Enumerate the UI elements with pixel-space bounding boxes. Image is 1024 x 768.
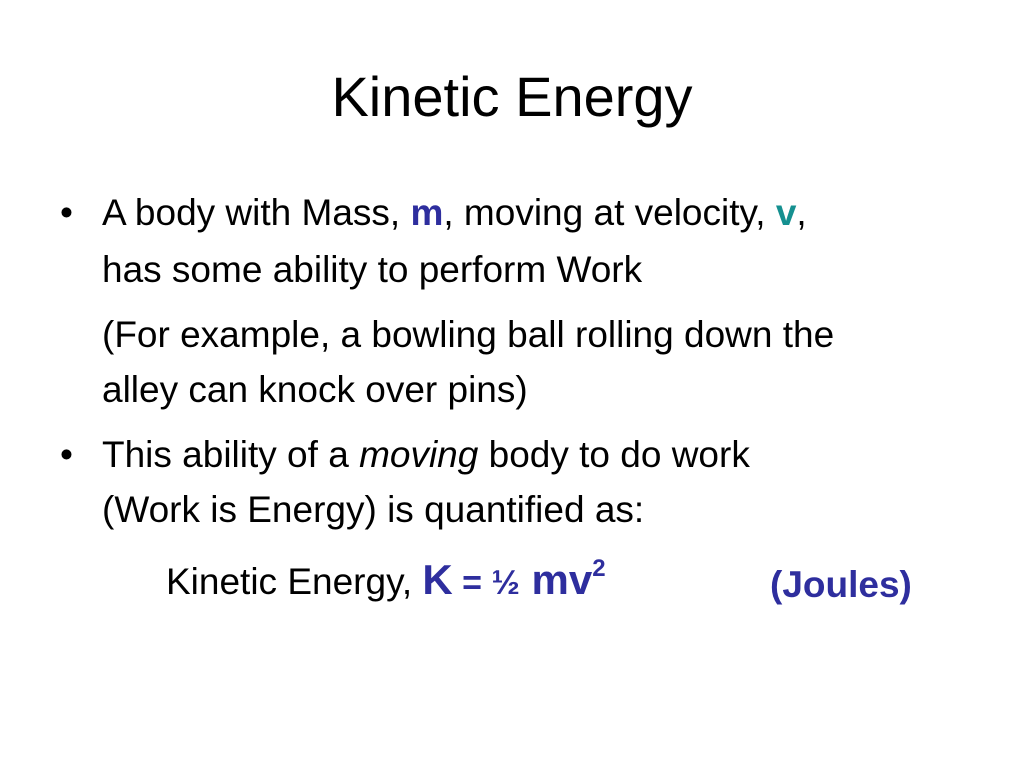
slide-title: Kinetic Energy	[331, 65, 693, 128]
bullet2-text-b: body to do work	[478, 434, 750, 475]
formula-half: ½	[491, 564, 520, 602]
example-line1: (For example, a bowling ball rolling down the	[102, 314, 835, 355]
example-line2: alley can knock over pins)	[102, 369, 528, 410]
bullet2-line1	[102, 430, 750, 480]
bullet2-line2: (Work is Energy) is quantified as:	[102, 489, 645, 530]
formula-label: Kinetic Energy,	[166, 561, 423, 602]
kinetic-energy-formula	[166, 555, 606, 612]
bullet1-line1	[102, 188, 807, 238]
formula-units: (Joules)	[770, 564, 912, 605]
bullet1-line2: has some ability to perform Work	[102, 249, 643, 290]
bullet1-text-c: ,	[796, 192, 807, 233]
velocity-symbol: v	[775, 192, 797, 233]
bullet2-text-a: This ability of a	[102, 434, 360, 475]
formula-exponent: 2	[592, 555, 606, 582]
mass-symbol: m	[410, 192, 444, 233]
formula-equals: =	[452, 564, 492, 602]
formula-k: K	[422, 556, 453, 603]
bullet1-text-a: A body with Mass,	[102, 192, 411, 233]
bullet-marker: •	[60, 192, 73, 233]
moving-emphasis: moving	[359, 434, 479, 475]
bullet1-text-b: , moving at velocity,	[443, 192, 776, 233]
bullet-marker: •	[60, 434, 73, 475]
formula-mv: mv	[519, 556, 593, 603]
